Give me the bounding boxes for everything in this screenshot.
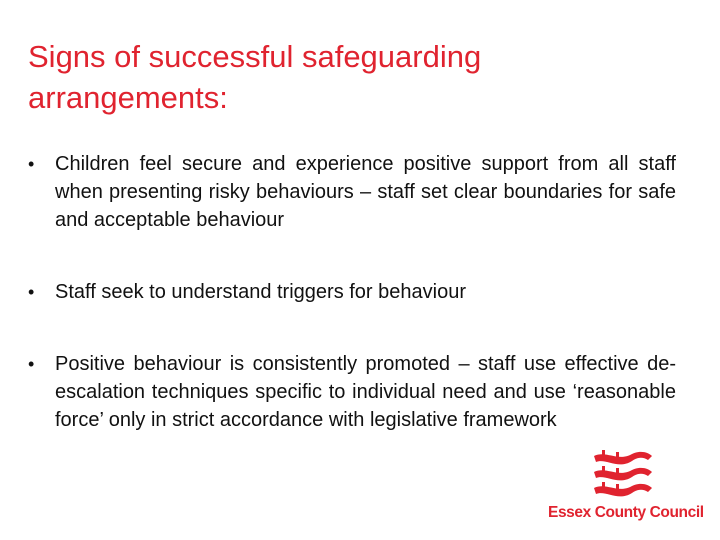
bullet-dot-icon: • — [28, 154, 35, 174]
slide-title: Signs of successful safeguarding arrangements: — [28, 39, 482, 115]
list-item — [28, 150, 676, 234]
bullet-text: Positive behaviour is consistently promoted – staff use effective de-escalation techniques specific to individual need and use ‘reasonable force’ only in strict accordance with legislative framework — [55, 353, 676, 431]
bullet-dot-icon: • — [28, 282, 35, 302]
essex-seaxes-emblem-icon — [588, 448, 656, 502]
essex-county-council-logo — [548, 448, 704, 524]
bullet-list — [28, 150, 676, 434]
list-item — [28, 278, 676, 306]
logo-text: Essex County Council — [548, 504, 704, 521]
list-item — [28, 350, 676, 434]
bullet-text: Staff seek to understand triggers for behaviour — [55, 281, 466, 303]
bullet-text: Children feel secure and experience positive support from all staff when presenting risky behaviours – staff set clear boundaries for safe and acceptable behaviour — [55, 153, 676, 231]
bullet-dot-icon: • — [28, 354, 35, 374]
